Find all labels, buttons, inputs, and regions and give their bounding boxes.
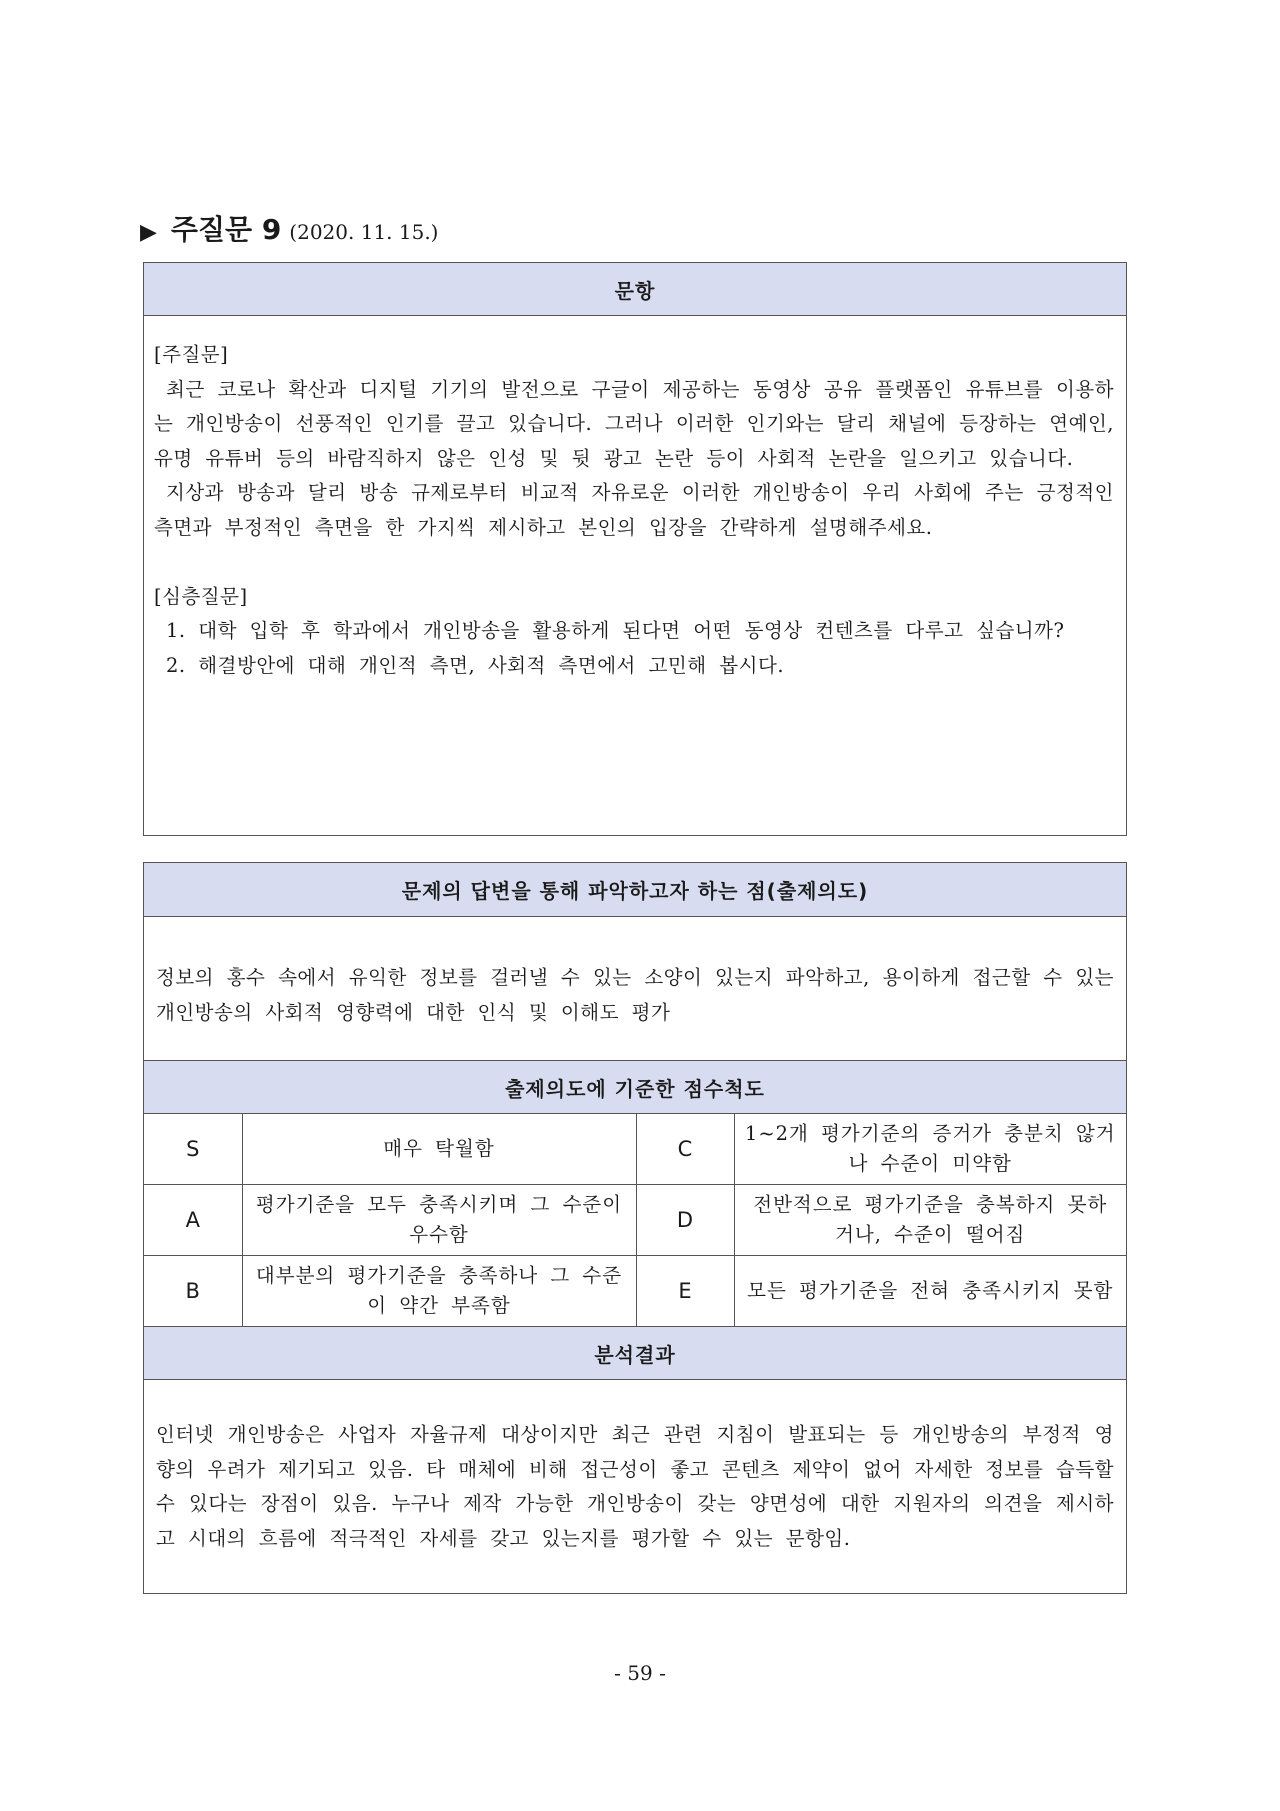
intent-box (143, 862, 1127, 1594)
grade-cell: S (144, 1114, 242, 1185)
deep-question-1: 1. 대학 입학 후 학과에서 개인방송을 활용하게 된다면 어떤 동영상 컨텐츠를 다루고 싶습니까? (166, 619, 1065, 642)
analysis-text: 인터넷 개인방송은 사업자 자율규제 대상이지만 최근 관련 지침이 발표되는 등 개인방송의 부정적 영향의 우려가 제기되고 있음. 타 매체에 비해 접근성이 좋고 콘텐츠 제약이 없어 자세한 정보를 습득할 수 있다는 장점이 있음. 누구나 제작 가능한 개인방송이 갖는 양면성에 대한 지원자의 의견을 제시하고 시대의 흐름에 적극적인 자세를 갖고 있는지를 평가할 수 있는 문항임. (156, 1423, 1114, 1550)
deep-question-2: 2. 해결방안에 대해 개인적 측면, 사회적 측면에서 고민해 봅시다. (166, 653, 785, 677)
spacer (154, 545, 1114, 580)
heading-title: 주질문 9 (170, 213, 282, 246)
grade-cell: B (144, 1256, 242, 1327)
question-box (143, 262, 1127, 836)
table-row (144, 1256, 1126, 1327)
grade-cell: A (144, 1185, 242, 1256)
triangle-right-icon: ▶ (140, 220, 157, 245)
grade-description: 모든 평가기준을 전혀 충족시키지 못함 (734, 1256, 1126, 1327)
table-row (144, 1114, 1126, 1185)
main-question-label: [주질문] (154, 343, 229, 366)
main-question-paragraph-1: 최근 코로나 확산과 디지털 기기의 발전으로 구글이 제공하는 동영상 공유 플랫폼인 유튜브를 이용하는 개인방송이 선풍적인 인기를 끌고 있습니다. 그러나 이러한 인기와는 달리 채널에 등장하는 연예인, 유명 유튜버 등의 바람직하지 않은 인성 및 뒷 광고 논란 등이 사회적 논란을 일으키고 있습니다. (154, 377, 1114, 470)
grade-cell: D (636, 1185, 734, 1256)
table-row (144, 1185, 1126, 1256)
grade-description: 1~2개 평가기준의 증거가 충분치 않거나 수준이 미약함 (734, 1114, 1126, 1185)
scale-header: 출제의도에 기준한 점수척도 (144, 1061, 1126, 1114)
page-number: - 59 - (614, 1661, 666, 1685)
analysis-header: 분석결과 (144, 1327, 1126, 1380)
grade-description: 대부분의 평가기준을 충족하나 그 수준이 약간 부족함 (242, 1256, 636, 1327)
main-question-paragraph-2: 지상과 방송과 달리 방송 규제로부터 비교적 자유로운 이러한 개인방송이 우리 사회에 주는 긍정적인 측면과 부정적인 측면을 한 가지씩 제시하고 본인의 입장을 간략하게 설명해주세요. (154, 481, 1114, 539)
grade-cell: E (636, 1256, 734, 1327)
intent-header: 문제의 답변을 통해 파악하고자 하는 점(출제의도) (144, 863, 1126, 917)
question-header: 문항 (144, 263, 1126, 316)
heading-date: (2020. 11. 15.) (289, 220, 439, 244)
intent-text: 정보의 홍수 속에서 유익한 정보를 걸러낼 수 있는 소양이 있는지 파악하고, 용이하게 접근할 수 있는 개인방송의 사회적 영향력에 대한 인식 및 이해도 평가 (144, 917, 1126, 1061)
grade-description: 평가기준을 모두 충족시키며 그 수준이 우수함 (242, 1185, 636, 1256)
score-scale-table (144, 1114, 1126, 1327)
deep-question-label: [심층질문] (154, 584, 248, 608)
grade-cell: C (636, 1114, 734, 1185)
question-content (144, 316, 1126, 683)
grade-description: 전반적으로 평가기준을 충복하지 못하거나, 수준이 떨어짐 (734, 1185, 1126, 1256)
page-heading (140, 208, 439, 248)
grade-description: 매우 탁월함 (242, 1114, 636, 1185)
